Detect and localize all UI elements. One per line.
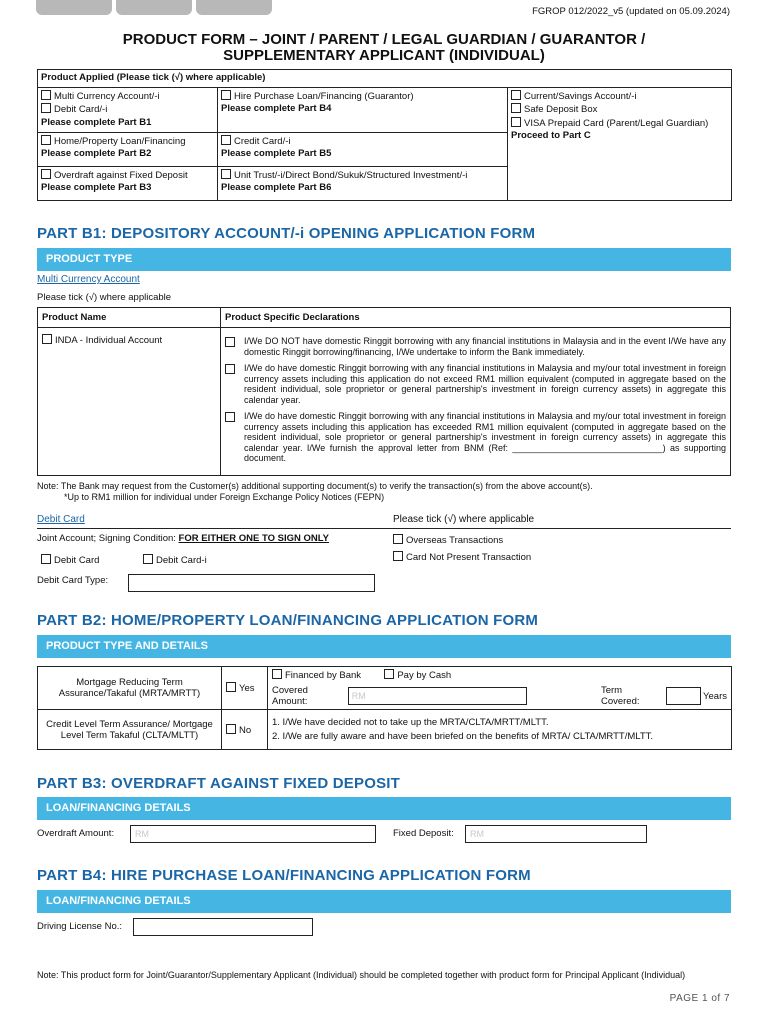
- financed-by-bank-checkbox[interactable]: [272, 669, 282, 679]
- debit-card-i-checkbox[interactable]: [143, 554, 153, 564]
- cnp-label: Card Not Present Transaction: [406, 552, 532, 563]
- overseas-label: Overseas Transactions: [406, 535, 504, 546]
- bnm-ref-field[interactable]: (Ref: ______________________________) as supporting document.: [244, 442, 726, 463]
- b1-note-line-2: *Up to RM1 million for individual under Foreign Exchange Policy Notices (FEPN): [64, 492, 385, 502]
- debit-card-link[interactable]: Debit Card: [37, 514, 85, 525]
- loan-details-band-b4: LOAN/FINANCING DETAILS: [37, 890, 731, 913]
- product-applied-table: [37, 69, 732, 201]
- top-tabs: [36, 0, 272, 15]
- cnp-option: [393, 551, 531, 563]
- part-b4-title: PART B4: HIRE PURCHASE LOAN/FINANCING APPLICATION FORM: [37, 867, 531, 884]
- years-label: Years: [703, 690, 727, 702]
- joint-account-label: Joint Account; Signing Condition:: [37, 533, 176, 544]
- inda-label: INDA - Individual Account: [55, 335, 163, 346]
- yes-checkbox[interactable]: [226, 682, 236, 692]
- declaration-2-text: I/We do have domestic Ringgit borrowing with any financial institutions in Malaysia and my/our total investment in foreign currency assets including this application do not exceed RM1 million equivalent (computed in aggregate based on the resident individual, sole proprietor or general partnership's investment in foreign currency assets) in aggregate this calendar year.: [244, 363, 726, 405]
- col-product-name: Product Name: [38, 308, 221, 328]
- footer-note: Note: This product form for Joint/Guarantor/Supplementary Applicant (Individual) should be completed together with product form for Principal Applicant (Individual): [37, 970, 686, 980]
- tick-instruction: Please tick (√) where applicable: [37, 292, 172, 303]
- financed-by-bank-label: Financed by Bank: [285, 670, 362, 681]
- declaration-3-checkbox[interactable]: [225, 412, 235, 422]
- debit-card-label: Debit Card/-i: [54, 104, 108, 115]
- driving-license-input[interactable]: [133, 918, 313, 936]
- debit-card-option-label: Debit Card: [54, 555, 100, 566]
- credit-card-label: Credit Card/-i: [234, 135, 291, 147]
- term-covered-label: Term Covered:: [600, 685, 640, 707]
- no-statement-1: 1. I/We have decided not to take up the MRTA/CLTA/MRTT/MLTT.: [272, 716, 549, 728]
- header-tab: [116, 0, 192, 15]
- visa-prepaid-label: VISA Prepaid Card (Parent/Legal Guardian): [524, 117, 709, 129]
- no-checkbox[interactable]: [226, 724, 236, 734]
- driving-license-label: Driving License No.:: [37, 921, 123, 932]
- mrta-label: Mortgage Reducing Term Assurance/Takaful (MRTA/MRTT): [38, 667, 222, 710]
- part-b2-instruction: Please complete Part B2: [41, 148, 152, 159]
- covered-amount-currency: RM: [351, 691, 366, 701]
- current-savings-label: Current/Savings Account/-i: [524, 90, 637, 102]
- fixed-deposit-currency: RM: [470, 829, 484, 839]
- product-type-details-band: PRODUCT TYPE AND DETAILS: [37, 635, 731, 658]
- title-line-1: PRODUCT FORM – JOINT / PARENT / LEGAL GUARDIAN / GUARANTOR /: [122, 31, 646, 48]
- debit-card-type-input[interactable]: [128, 574, 375, 592]
- part-b4-instruction: Please complete Part B4: [221, 103, 332, 114]
- part-b2-title: PART B2: HOME/PROPERTY LOAN/FINANCING APPLICATION FORM: [37, 612, 539, 629]
- declaration-1-text: I/We DO NOT have domestic Ringgit borrowing with any financial institutions in Malaysia and in the event I/We have any domestic Ringgit borrowing/financing, I/We undertake to inform the Bank immediately.: [244, 336, 726, 357]
- title-line-2: SUPPLEMENTARY APPLICANT (INDIVIDUAL): [223, 47, 545, 64]
- declaration-table: [37, 307, 731, 476]
- form-code: FGROP 012/2022_v5 (updated on 05.09.2024): [532, 6, 730, 17]
- declaration-2: [225, 363, 726, 405]
- part-b6-instruction: Please complete Part B6: [221, 182, 332, 193]
- divider: [37, 528, 731, 529]
- declaration-2-checkbox[interactable]: [225, 364, 235, 374]
- tick-instruction-2: Please tick (√) where applicable: [393, 514, 535, 525]
- no-label: No: [239, 724, 252, 736]
- no-statement-2: 2. I/We are fully aware and have been briefed on the benefits of MRTA/ CLTA/MRTT/MLTT.: [272, 730, 654, 742]
- home-loan-checkbox[interactable]: [41, 135, 51, 145]
- part-c-instruction: Proceed to Part C: [511, 130, 591, 141]
- col-declarations: Product Specific Declarations: [221, 308, 731, 328]
- debit-card-i-label: Debit Card-i: [156, 555, 207, 566]
- declaration-3: [225, 411, 726, 464]
- debit-card-type-checkbox[interactable]: [41, 554, 51, 564]
- term-covered-input[interactable]: [666, 687, 701, 705]
- overdraft-amount-input[interactable]: [130, 825, 376, 843]
- overdraft-label: Overdraft against Fixed Deposit: [54, 169, 188, 181]
- multi-currency-label: Multi Currency Account/-i: [54, 90, 160, 102]
- part-b1-title: PART B1: DEPOSITORY ACCOUNT/-i OPENING APPLICATION FORM: [37, 225, 536, 242]
- part-b5-instruction: Please complete Part B5: [221, 148, 332, 159]
- covered-amount-label: Covered Amount:: [272, 685, 308, 707]
- joint-account-line: [37, 533, 329, 544]
- safe-deposit-checkbox[interactable]: [511, 103, 521, 113]
- overdraft-checkbox[interactable]: [41, 169, 51, 179]
- loan-details-band-b3: LOAN/FINANCING DETAILS: [37, 797, 731, 820]
- yes-option: [222, 667, 268, 710]
- clta-label: Credit Level Term Assurance/ Mortgage Level Term Takaful (CLTA/MLTT): [38, 710, 222, 750]
- b1-note-line-1: Note: The Bank may request from the Customer(s) additional supporting document(s) to verify the transaction(s) from the above account(s).: [37, 481, 593, 491]
- unit-trust-label: Unit Trust/-i/Direct Bond/Sukuk/Structured Investment/-i: [234, 169, 468, 181]
- cnp-checkbox[interactable]: [393, 551, 403, 561]
- pay-by-cash-checkbox[interactable]: [384, 669, 394, 679]
- credit-card-checkbox[interactable]: [221, 135, 231, 145]
- mrta-table: [37, 666, 732, 750]
- current-savings-checkbox[interactable]: [511, 90, 521, 100]
- yes-label: Yes: [239, 683, 255, 694]
- multi-currency-checkbox[interactable]: [41, 90, 51, 100]
- fixed-deposit-label: Fixed Deposit:: [393, 828, 454, 839]
- debit-card-type-label: Debit Card Type:: [37, 575, 109, 586]
- debit-card-option: [41, 554, 99, 566]
- overseas-option: [393, 534, 503, 546]
- b1-note: [37, 481, 731, 503]
- visa-prepaid-checkbox[interactable]: [511, 117, 521, 127]
- hire-purchase-checkbox[interactable]: [221, 90, 231, 100]
- overdraft-amount-label: Overdraft Amount:: [37, 828, 115, 839]
- page-number: PAGE 1 of 7: [669, 993, 730, 1004]
- overseas-checkbox[interactable]: [393, 534, 403, 544]
- product-type-band: PRODUCT TYPE: [37, 248, 731, 271]
- declaration-1: [225, 336, 726, 357]
- debit-card-i-option: [143, 554, 207, 566]
- header-tab: [196, 0, 272, 15]
- unit-trust-checkbox[interactable]: [221, 169, 231, 179]
- part-b3-title: PART B3: OVERDRAFT AGAINST FIXED DEPOSIT: [37, 775, 401, 792]
- part-b1-instruction: Please complete Part B1: [41, 116, 152, 128]
- covered-amount-input[interactable]: [348, 687, 527, 705]
- overdraft-amount-currency: RM: [135, 829, 149, 839]
- product-applied-header: Product Applied (Please tick (√) where applicable): [38, 70, 732, 88]
- page-title: [0, 32, 768, 64]
- signing-condition-value: FOR EITHER ONE TO SIGN ONLY: [178, 533, 329, 544]
- inda-checkbox[interactable]: [42, 334, 52, 344]
- declaration-1-checkbox[interactable]: [225, 337, 235, 347]
- safe-deposit-label: Safe Deposit Box: [524, 104, 598, 115]
- debit-card-checkbox[interactable]: [41, 103, 51, 113]
- home-loan-label: Home/Property Loan/Financing: [54, 135, 186, 147]
- pay-by-cash-label: Pay by Cash: [397, 670, 452, 681]
- declaration-3-text: I/We do have domestic Ringgit borrowing with any financial institutions in Malaysia and my/our total investment in foreign currency assets including this application has exceeded RM1 million equivalent (computed in aggregate based on the resident individual, sole proprietor or general partnership's investment in foreign currency assets) in aggregate this calendar year. I/We furnish the approval letter from BNM: [244, 411, 726, 453]
- fixed-deposit-input[interactable]: [465, 825, 647, 843]
- hire-purchase-label: Hire Purchase Loan/Financing (Guarantor): [234, 90, 414, 102]
- header-tab: [36, 0, 112, 15]
- multi-currency-link[interactable]: Multi Currency Account: [37, 274, 140, 285]
- part-b3-instruction: Please complete Part B3: [41, 182, 152, 193]
- no-option: [222, 710, 268, 750]
